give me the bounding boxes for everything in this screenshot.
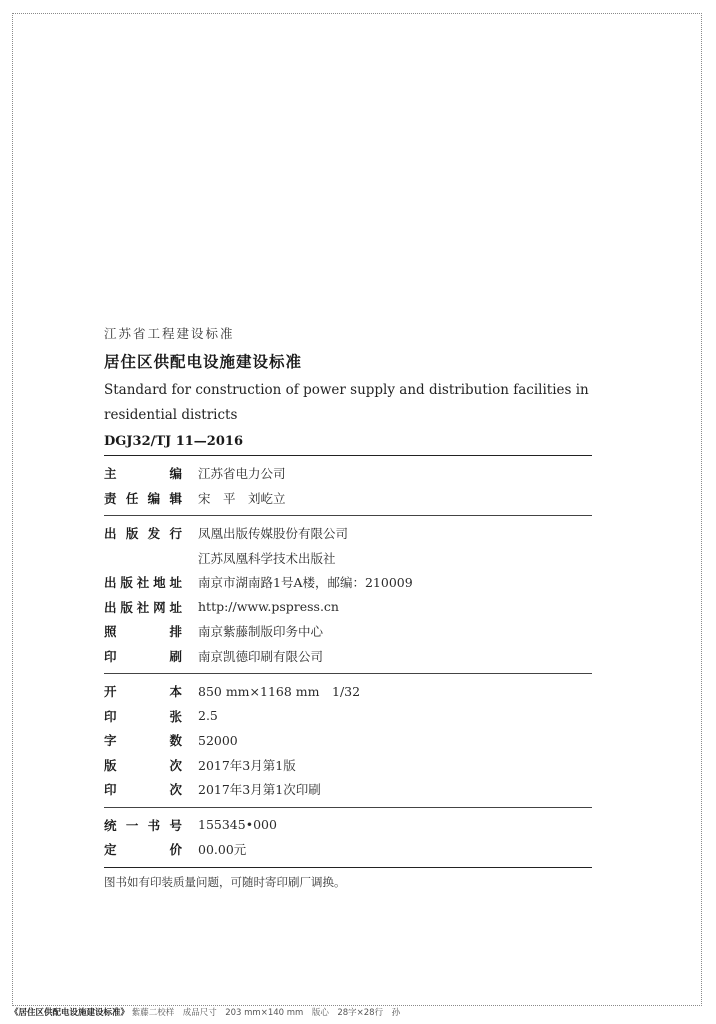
info-label: 出 版 社 网 址: [104, 599, 182, 615]
info-row: [104, 753, 592, 778]
info-label: 印 次: [104, 782, 182, 798]
info-value: 2.5: [198, 708, 218, 724]
info-row: [104, 679, 592, 704]
info-label: 开 本: [104, 684, 182, 700]
info-row: [104, 570, 592, 595]
info-value: 155345•000: [198, 817, 277, 833]
info-value: 宋 平 刘屹立: [198, 490, 286, 506]
info-row: [104, 461, 592, 486]
info-label: 定 价: [104, 842, 182, 858]
info-row: [104, 644, 592, 669]
title-english-line-2: residential districts: [104, 407, 238, 423]
info-value: http://www.pspress.cn: [198, 599, 339, 615]
title-chinese: 居住区供配电设施建设标准: [104, 353, 303, 371]
info-value: 00.00元: [198, 842, 247, 858]
info-label: 印 刷: [104, 648, 182, 664]
info-value: 2017年3月第1次印刷: [198, 782, 321, 798]
title-english-line-1: Standard for construction of power supply and distribution facilities in: [104, 382, 589, 398]
info-groups: [104, 456, 592, 867]
info-label: 印 张: [104, 708, 182, 724]
info-row: [104, 728, 592, 753]
info-row: [104, 704, 592, 729]
proof-footer: [10, 1006, 400, 1018]
info-value: 凤凰出版传媒股份有限公司: [198, 526, 349, 542]
info-value: 南京凯德印刷有限公司: [198, 648, 324, 664]
copyright-page: [104, 324, 592, 890]
info-row: [104, 546, 592, 571]
info-group: [104, 516, 592, 673]
info-value: 南京市湖南路1号A楼，邮编：210009: [198, 575, 413, 591]
info-label: 字 数: [104, 733, 182, 749]
info-row: [104, 595, 592, 620]
info-label: 统 一 书 号: [104, 817, 182, 833]
info-row: [104, 619, 592, 644]
info-row: [104, 837, 592, 862]
info-value: 850 mm×1168 mm 1/32: [198, 684, 361, 700]
info-group: [104, 808, 592, 867]
info-label: 出 版 发 行: [104, 526, 182, 542]
standard-code: DGJ32/TJ 11—2016: [104, 434, 243, 449]
info-label: 照 排: [104, 624, 182, 640]
footer-proof-info: 紫藤二校样 成品尺寸 203 mm×140 mm 版心 28字×28行 孙: [131, 1008, 401, 1018]
rule-bottom: [104, 867, 592, 868]
info-group: [104, 456, 592, 515]
info-value: 52000: [198, 732, 238, 748]
quality-note: 图书如有印装质量问题，可随时寄印刷厂调换。: [104, 874, 346, 889]
info-value: 2017年3月第1版: [198, 757, 296, 773]
info-label: 出 版 社 地 址: [104, 575, 182, 591]
info-label: 责 任 编 辑: [104, 490, 182, 506]
info-value: 江苏省电力公司: [198, 466, 286, 482]
info-label: 主 编: [104, 466, 182, 482]
series-name: 江苏省工程建设标准: [104, 326, 235, 341]
footer-book-title: 《居住区供配电设施建设标准》: [10, 1008, 130, 1018]
info-row: [104, 521, 592, 546]
info-group: [104, 674, 592, 807]
info-value: 江苏凤凰科学技术出版社: [198, 550, 336, 566]
info-row: [104, 777, 592, 802]
info-row: [104, 813, 592, 838]
info-value: 南京紫藤制版印务中心: [198, 624, 324, 640]
info-row: [104, 486, 592, 511]
info-label: 版 次: [104, 757, 182, 773]
